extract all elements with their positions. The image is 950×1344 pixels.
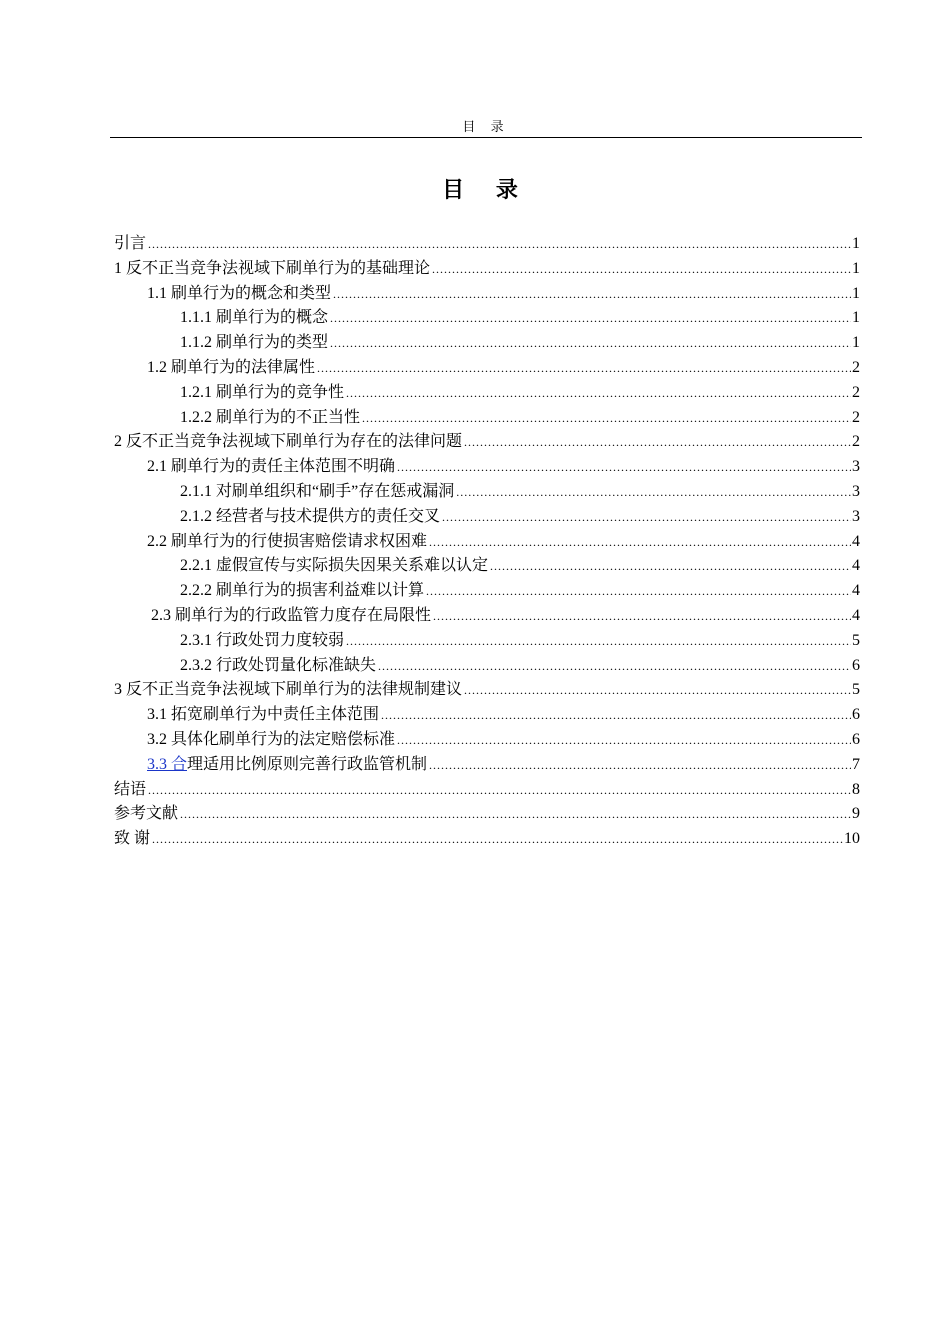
toc-entry[interactable] (114, 753, 860, 778)
toc-entry-title (180, 480, 454, 505)
toc-entry[interactable] (114, 530, 860, 555)
dot-leader (490, 554, 851, 579)
dot-leader (433, 604, 851, 629)
toc-entry-label: 刷单行为的损害利益难以计算 (216, 582, 425, 600)
toc-entry-number: 2.1 (147, 458, 167, 476)
toc-entry-number: 2 (114, 433, 122, 451)
toc-entry-page: 1 (852, 235, 860, 252)
toc-entry-label: 刷单行为的行政监管力度存在局限性 (175, 606, 432, 624)
toc-entry-title (180, 331, 328, 356)
toc-entry[interactable] (114, 406, 860, 431)
toc-entry-title (114, 232, 146, 257)
toc-entry[interactable] (114, 257, 860, 282)
toc-entry-page: 6 (852, 730, 860, 748)
dot-leader (180, 802, 851, 827)
toc-entry-title (180, 381, 344, 406)
toc-entry[interactable] (114, 232, 860, 257)
toc-entry-title (180, 306, 328, 331)
toc-entry-number: 2.3 (151, 606, 171, 624)
toc-entry-page: 10 (844, 830, 860, 848)
toc-entry[interactable] (114, 827, 860, 852)
toc-entry-number: 2.1.2 (180, 507, 212, 525)
toc-entry-number: 2.3.2 (180, 656, 212, 674)
dot-leader (429, 530, 851, 555)
running-header: 目 录 (462, 119, 510, 134)
toc-entry-page: 4 (852, 557, 860, 575)
toc-entry-label: 反不正当竞争法视域下刷单行为的基础理论 (126, 259, 431, 277)
toc-entry[interactable] (114, 356, 860, 381)
dot-leader (330, 306, 851, 331)
dot-leader (378, 654, 851, 679)
toc-entry-page: 5 (852, 681, 860, 699)
toc-entry-page: 4 (852, 606, 860, 624)
toc-entry-number: 1.2 (147, 358, 167, 376)
toc-entry-label: 致 谢 (114, 830, 151, 848)
toc-entry-page: 3 (852, 458, 860, 476)
toc-entry-page: 7 (852, 755, 860, 773)
toc-entry-page: 2 (852, 433, 860, 451)
toc-entry-title (147, 728, 395, 753)
toc-entry-page: 3 (852, 482, 860, 500)
toc-entry-label: 具体化刷单行为的法定赔偿标准 (171, 730, 396, 748)
dot-leader (397, 455, 851, 480)
toc-entry-title (151, 604, 431, 629)
dot-leader (381, 703, 851, 728)
toc-entry-page: 4 (852, 582, 860, 600)
toc-entry-label: 刷单行为的竞争性 (216, 383, 345, 401)
toc-entry-page: 8 (852, 780, 860, 798)
toc-entry-label: 虚假宣传与实际损失因果关系难以认定 (216, 557, 489, 575)
toc-entry-number: 2.3.1 (180, 631, 212, 649)
dot-leader (429, 753, 851, 778)
dot-leader (456, 480, 851, 505)
dot-leader (330, 331, 851, 356)
toc-entry-title (180, 654, 376, 679)
toc-entry-number: 2.2.1 (180, 557, 212, 575)
dot-leader (464, 430, 851, 455)
toc-entry[interactable] (114, 728, 860, 753)
toc-entry-number: 1.1 (147, 284, 167, 302)
toc-entry-page: 1 (852, 309, 860, 327)
toc-entry-label: 刷单行为的概念和类型 (171, 284, 332, 302)
toc-entry-title (180, 505, 440, 530)
toc-entry-label: 参考文献 (114, 805, 179, 823)
toc-entry-title (114, 430, 462, 455)
toc-entry[interactable] (114, 282, 860, 307)
toc-entry[interactable] (114, 703, 860, 728)
toc-entry[interactable] (114, 505, 860, 530)
dot-leader (397, 728, 851, 753)
toc-entry[interactable] (114, 678, 860, 703)
toc-entry-number: 1.1.1 (180, 309, 212, 327)
toc-entry-title (114, 257, 430, 282)
toc-entry[interactable] (114, 480, 860, 505)
toc-entry-page: 3 (852, 507, 860, 525)
dot-leader (152, 827, 843, 852)
toc-entry-number: 3.2 (147, 730, 167, 748)
page-title: 目 录 (442, 178, 530, 203)
toc-entry-number: 1.1.2 (180, 334, 212, 352)
dot-leader (442, 505, 851, 530)
dot-leader (346, 629, 851, 654)
toc-entry-label: 刷单行为的不正当性 (216, 408, 361, 426)
dot-leader (317, 356, 851, 381)
toc-entry[interactable] (114, 802, 860, 827)
toc-entry-page: 1 (852, 284, 860, 302)
toc-entry-number: 1.2.1 (180, 383, 212, 401)
toc-entry[interactable] (114, 778, 860, 803)
toc-entry-title (147, 282, 331, 307)
dot-leader (333, 282, 851, 307)
toc-entry-label: 引言 (114, 235, 147, 252)
toc-entry-number: 3 (114, 681, 122, 699)
toc-entry-title (180, 406, 360, 431)
toc-entry-label: 反不正当竞争法视域下刷单行为的法律规制建议 (126, 681, 463, 699)
toc-entry-label: 刷单行为的行使损害赔偿请求权困难 (171, 532, 428, 550)
toc-entry-page: 2 (852, 383, 860, 401)
toc-entry-page: 5 (852, 631, 860, 649)
toc-entry-label: 对刷单组织和“刷手”存在惩戒漏洞 (216, 482, 455, 500)
toc-entry-label: 刷单行为的法律属性 (171, 358, 316, 376)
toc-entry[interactable] (114, 331, 860, 356)
toc-entry[interactable] (114, 579, 860, 604)
toc-entry[interactable] (114, 306, 860, 331)
dot-leader (362, 406, 851, 431)
toc-entry-title (147, 530, 427, 555)
toc-entry-label: 行政处罚力度较弱 (216, 631, 345, 649)
toc-entry-number: 2.2 (147, 532, 167, 550)
toc-entry-title (147, 356, 315, 381)
table-of-contents (114, 232, 860, 852)
dot-leader (426, 579, 851, 604)
dot-leader (432, 257, 851, 282)
toc-entry[interactable] (114, 430, 860, 455)
toc-entry-page: 4 (852, 532, 860, 550)
toc-entry[interactable] (114, 629, 860, 654)
toc-entry-number: 1.2.2 (180, 408, 212, 426)
toc-entry-title (147, 455, 395, 480)
toc-entry-title (114, 802, 178, 827)
dot-leader (346, 381, 851, 406)
toc-entry-number: 3.1 (147, 706, 167, 724)
header-rule (110, 137, 862, 138)
toc-entry-page: 6 (852, 656, 860, 674)
toc-entry-page: 1 (852, 334, 860, 352)
toc-entry-number: 2.1.1 (180, 482, 212, 500)
toc-entry-page: 9 (852, 805, 860, 823)
toc-entry-label: 结语 (114, 780, 147, 798)
toc-entry[interactable] (114, 554, 860, 579)
toc-entry[interactable] (114, 654, 860, 679)
toc-entry-label: 刷单行为的类型 (216, 334, 329, 352)
dot-leader (148, 232, 851, 257)
toc-entry-page: 2 (852, 358, 860, 376)
toc-entry-page: 6 (852, 706, 860, 724)
toc-entry-title (180, 629, 344, 654)
toc-entry-link[interactable]: 3.3 合 (147, 755, 188, 773)
toc-entry-title (114, 678, 462, 703)
toc-entry-label: 刷单行为的概念 (216, 309, 329, 327)
dot-leader (148, 778, 851, 803)
toc-entry-number: 2.2.2 (180, 582, 212, 600)
toc-entry-title (114, 778, 146, 803)
toc-entry-label: 经营者与技术提供方的责任交叉 (216, 507, 441, 525)
toc-entry[interactable] (114, 455, 860, 480)
toc-entry-page: 2 (852, 408, 860, 426)
toc-entry-title (147, 703, 379, 728)
toc-entry[interactable] (114, 604, 860, 629)
toc-entry-title (180, 554, 488, 579)
toc-entry-title (147, 753, 427, 778)
toc-entry-label: 拓宽刷单行为中责任主体范围 (171, 706, 380, 724)
toc-entry-label: 行政处罚量化标准缺失 (216, 656, 377, 674)
toc-entry-page: 1 (852, 259, 860, 277)
toc-entry-number: 1 (114, 259, 122, 277)
toc-entry-title (114, 827, 150, 852)
toc-entry-label: 反不正当竞争法视域下刷单行为存在的法律问题 (126, 433, 463, 451)
toc-entry-title (180, 579, 424, 604)
toc-entry[interactable] (114, 381, 860, 406)
toc-entry-label: 理适用比例原则完善行政监管机制 (187, 755, 428, 773)
toc-entry-label: 刷单行为的责任主体范围不明确 (171, 458, 396, 476)
dot-leader (464, 678, 851, 703)
